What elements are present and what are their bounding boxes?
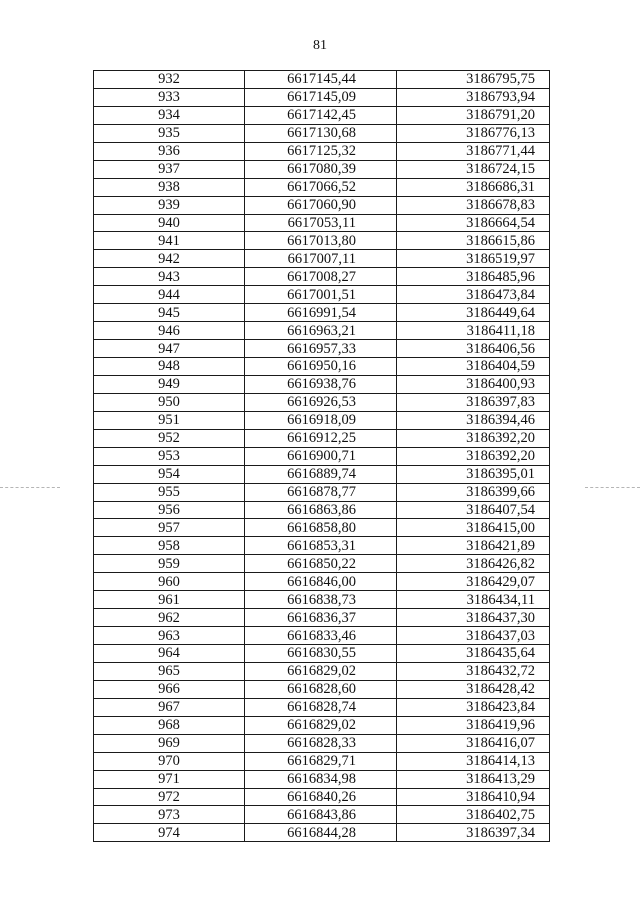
x-coordinate-cell: 6616889,74	[245, 465, 397, 483]
y-coordinate-cell: 3186410,94	[397, 788, 550, 806]
x-coordinate-cell: 6617142,45	[245, 106, 397, 124]
table-row	[94, 214, 550, 232]
table-row	[94, 609, 550, 627]
x-coordinate-cell: 6616840,26	[245, 788, 397, 806]
point-number-cell: 951	[94, 411, 245, 429]
y-coordinate-cell: 3186428,42	[397, 680, 550, 698]
y-coordinate-cell: 3186664,54	[397, 214, 550, 232]
x-coordinate-cell: 6616918,09	[245, 411, 397, 429]
x-coordinate-cell: 6617013,80	[245, 232, 397, 250]
y-coordinate-cell: 3186776,13	[397, 124, 550, 142]
y-coordinate-cell: 3186415,00	[397, 519, 550, 537]
x-coordinate-cell: 6616912,25	[245, 429, 397, 447]
y-coordinate-cell: 3186399,66	[397, 483, 550, 501]
table-row	[94, 429, 550, 447]
point-number-cell: 944	[94, 286, 245, 304]
y-coordinate-cell: 3186724,15	[397, 160, 550, 178]
table-row	[94, 519, 550, 537]
x-coordinate-cell: 6616850,22	[245, 555, 397, 573]
point-number-cell: 974	[94, 824, 245, 842]
y-coordinate-cell: 3186793,94	[397, 88, 550, 106]
coordinates-table	[93, 70, 550, 842]
table-row	[94, 71, 550, 89]
table-row	[94, 304, 550, 322]
table-row	[94, 698, 550, 716]
table-row	[94, 627, 550, 645]
point-number-cell: 967	[94, 698, 245, 716]
point-number-cell: 941	[94, 232, 245, 250]
table-row	[94, 268, 550, 286]
x-coordinate-cell: 6617145,44	[245, 71, 397, 89]
table-row	[94, 250, 550, 268]
table-row	[94, 232, 550, 250]
y-coordinate-cell: 3186429,07	[397, 573, 550, 591]
point-number-cell: 963	[94, 627, 245, 645]
y-coordinate-cell: 3186437,30	[397, 609, 550, 627]
table-row	[94, 501, 550, 519]
x-coordinate-cell: 6616828,33	[245, 734, 397, 752]
x-coordinate-cell: 6617053,11	[245, 214, 397, 232]
y-coordinate-cell: 3186416,07	[397, 734, 550, 752]
table-row	[94, 106, 550, 124]
y-coordinate-cell: 3186421,89	[397, 537, 550, 555]
point-number-cell: 964	[94, 645, 245, 663]
x-coordinate-cell: 6616963,21	[245, 322, 397, 340]
table-row	[94, 555, 550, 573]
y-coordinate-cell: 3186419,96	[397, 716, 550, 734]
y-coordinate-cell: 3186791,20	[397, 106, 550, 124]
point-number-cell: 966	[94, 680, 245, 698]
x-coordinate-cell: 6616836,37	[245, 609, 397, 627]
table-row	[94, 537, 550, 555]
scan-mark-right	[585, 487, 640, 488]
x-coordinate-cell: 6616830,55	[245, 645, 397, 663]
table-row	[94, 375, 550, 393]
point-number-cell: 971	[94, 770, 245, 788]
point-number-cell: 942	[94, 250, 245, 268]
x-coordinate-cell: 6616829,02	[245, 716, 397, 734]
table-row	[94, 322, 550, 340]
x-coordinate-cell: 6616991,54	[245, 304, 397, 322]
table-row	[94, 124, 550, 142]
point-number-cell: 965	[94, 662, 245, 680]
y-coordinate-cell: 3186414,13	[397, 752, 550, 770]
table-row	[94, 824, 550, 842]
x-coordinate-cell: 6617130,68	[245, 124, 397, 142]
x-coordinate-cell: 6616843,86	[245, 806, 397, 824]
point-number-cell: 953	[94, 447, 245, 465]
table-row	[94, 645, 550, 663]
point-number-cell: 933	[94, 88, 245, 106]
table-row	[94, 680, 550, 698]
point-number-cell: 939	[94, 196, 245, 214]
y-coordinate-cell: 3186435,64	[397, 645, 550, 663]
x-coordinate-cell: 6616846,00	[245, 573, 397, 591]
x-coordinate-cell: 6616838,73	[245, 591, 397, 609]
x-coordinate-cell: 6616957,33	[245, 340, 397, 358]
x-coordinate-cell: 6616828,60	[245, 680, 397, 698]
x-coordinate-cell: 6616863,86	[245, 501, 397, 519]
point-number-cell: 945	[94, 304, 245, 322]
point-number-cell: 958	[94, 537, 245, 555]
y-coordinate-cell: 3186394,46	[397, 411, 550, 429]
x-coordinate-cell: 6617007,11	[245, 250, 397, 268]
x-coordinate-cell: 6616828,74	[245, 698, 397, 716]
y-coordinate-cell: 3186400,93	[397, 375, 550, 393]
y-coordinate-cell: 3186519,97	[397, 250, 550, 268]
y-coordinate-cell: 3186392,20	[397, 429, 550, 447]
page-number: 81	[313, 38, 327, 53]
coordinates-table-body	[94, 71, 550, 842]
x-coordinate-cell: 6616926,53	[245, 393, 397, 411]
table-row	[94, 196, 550, 214]
scan-mark-left	[0, 487, 60, 488]
table-row	[94, 358, 550, 376]
point-number-cell: 957	[94, 519, 245, 537]
point-number-cell: 936	[94, 142, 245, 160]
y-coordinate-cell: 3186686,31	[397, 178, 550, 196]
y-coordinate-cell: 3186615,86	[397, 232, 550, 250]
x-coordinate-cell: 6617001,51	[245, 286, 397, 304]
y-coordinate-cell: 3186392,20	[397, 447, 550, 465]
table-row	[94, 591, 550, 609]
y-coordinate-cell: 3186795,75	[397, 71, 550, 89]
table-row	[94, 573, 550, 591]
table-row	[94, 734, 550, 752]
point-number-cell: 959	[94, 555, 245, 573]
table-row	[94, 286, 550, 304]
table-row	[94, 662, 550, 680]
table-row	[94, 160, 550, 178]
point-number-cell: 968	[94, 716, 245, 734]
point-number-cell: 972	[94, 788, 245, 806]
point-number-cell: 962	[94, 609, 245, 627]
table-row	[94, 788, 550, 806]
table-row	[94, 340, 550, 358]
x-coordinate-cell: 6617125,32	[245, 142, 397, 160]
x-coordinate-cell: 6617066,52	[245, 178, 397, 196]
table-row	[94, 447, 550, 465]
y-coordinate-cell: 3186485,96	[397, 268, 550, 286]
y-coordinate-cell: 3186426,82	[397, 555, 550, 573]
point-number-cell: 970	[94, 752, 245, 770]
x-coordinate-cell: 6616853,31	[245, 537, 397, 555]
x-coordinate-cell: 6616858,80	[245, 519, 397, 537]
table-row	[94, 393, 550, 411]
x-coordinate-cell: 6616938,76	[245, 375, 397, 393]
x-coordinate-cell: 6616950,16	[245, 358, 397, 376]
y-coordinate-cell: 3186406,56	[397, 340, 550, 358]
point-number-cell: 961	[94, 591, 245, 609]
table-row	[94, 752, 550, 770]
y-coordinate-cell: 3186397,34	[397, 824, 550, 842]
point-number-cell: 947	[94, 340, 245, 358]
point-number-cell: 935	[94, 124, 245, 142]
table-row	[94, 411, 550, 429]
table-row	[94, 142, 550, 160]
y-coordinate-cell: 3186771,44	[397, 142, 550, 160]
y-coordinate-cell: 3186397,83	[397, 393, 550, 411]
table-row	[94, 178, 550, 196]
point-number-cell: 937	[94, 160, 245, 178]
y-coordinate-cell: 3186449,64	[397, 304, 550, 322]
point-number-cell: 946	[94, 322, 245, 340]
x-coordinate-cell: 6616834,98	[245, 770, 397, 788]
point-number-cell: 938	[94, 178, 245, 196]
y-coordinate-cell: 3186407,54	[397, 501, 550, 519]
y-coordinate-cell: 3186402,75	[397, 806, 550, 824]
x-coordinate-cell: 6616878,77	[245, 483, 397, 501]
x-coordinate-cell: 6617008,27	[245, 268, 397, 286]
y-coordinate-cell: 3186404,59	[397, 358, 550, 376]
y-coordinate-cell: 3186432,72	[397, 662, 550, 680]
point-number-cell: 934	[94, 106, 245, 124]
table-row	[94, 88, 550, 106]
x-coordinate-cell: 6616833,46	[245, 627, 397, 645]
point-number-cell: 960	[94, 573, 245, 591]
x-coordinate-cell: 6617060,90	[245, 196, 397, 214]
point-number-cell: 932	[94, 71, 245, 89]
y-coordinate-cell: 3186423,84	[397, 698, 550, 716]
point-number-cell: 956	[94, 501, 245, 519]
x-coordinate-cell: 6616829,02	[245, 662, 397, 680]
table-row	[94, 465, 550, 483]
x-coordinate-cell: 6617080,39	[245, 160, 397, 178]
y-coordinate-cell: 3186437,03	[397, 627, 550, 645]
y-coordinate-cell: 3186411,18	[397, 322, 550, 340]
table-row	[94, 483, 550, 501]
x-coordinate-cell: 6616844,28	[245, 824, 397, 842]
point-number-cell: 940	[94, 214, 245, 232]
point-number-cell: 950	[94, 393, 245, 411]
table-row	[94, 770, 550, 788]
y-coordinate-cell: 3186395,01	[397, 465, 550, 483]
y-coordinate-cell: 3186434,11	[397, 591, 550, 609]
y-coordinate-cell: 3186413,29	[397, 770, 550, 788]
x-coordinate-cell: 6616900,71	[245, 447, 397, 465]
point-number-cell: 954	[94, 465, 245, 483]
point-number-cell: 955	[94, 483, 245, 501]
x-coordinate-cell: 6617145,09	[245, 88, 397, 106]
y-coordinate-cell: 3186473,84	[397, 286, 550, 304]
point-number-cell: 949	[94, 375, 245, 393]
point-number-cell: 952	[94, 429, 245, 447]
point-number-cell: 948	[94, 358, 245, 376]
y-coordinate-cell: 3186678,83	[397, 196, 550, 214]
table-row	[94, 716, 550, 734]
table-row	[94, 806, 550, 824]
point-number-cell: 973	[94, 806, 245, 824]
x-coordinate-cell: 6616829,71	[245, 752, 397, 770]
point-number-cell: 943	[94, 268, 245, 286]
point-number-cell: 969	[94, 734, 245, 752]
